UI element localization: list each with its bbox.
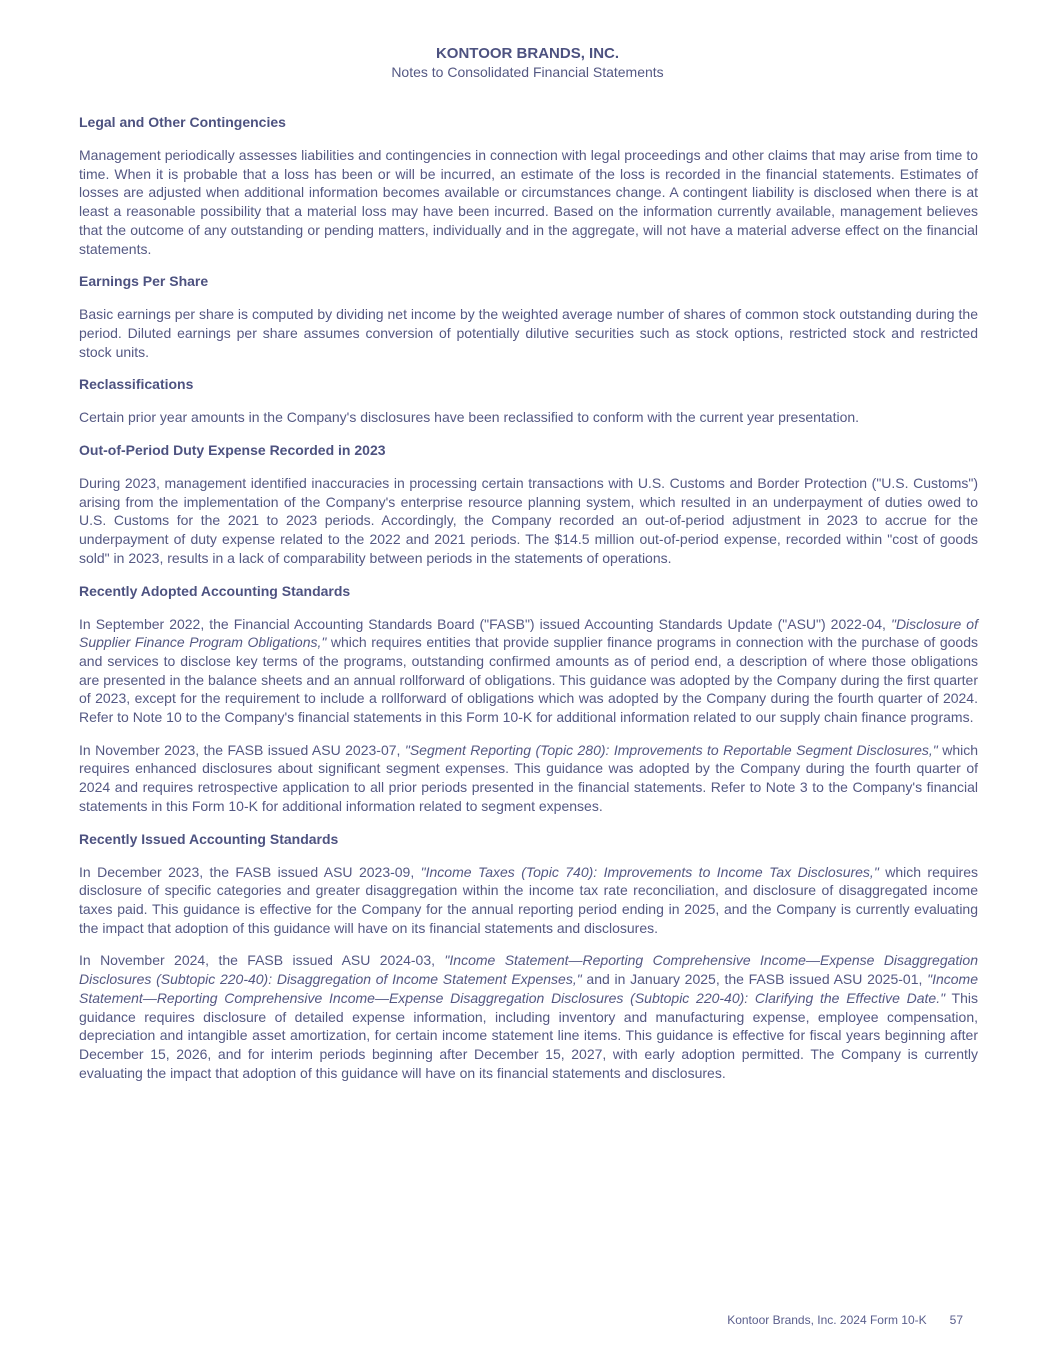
paragraph-duty-expense (79, 474, 978, 568)
text-segment: This guidance requires disclosure of detailed expense information, including inventory and manufacturing expense, employee compensation, depreciation and intangible asset amortization, for certain income statement line items. This guidance is effective for fiscal years beginning after December 15, 2026, and for interim periods beginning after December 15, 2027, with early adoption permitted. The Company is currently evaluating the impact that adoption of this guidance will have on its financial statements and disclosures. (79, 989, 978, 1081)
paragraph-asu-2022-04 (79, 615, 978, 727)
document-body (79, 113, 978, 1096)
text-segment-italic: "Disclosure of Supplier Finance Program Obligations," (79, 615, 978, 651)
paragraph-legal-contingencies (79, 146, 978, 258)
text-segment: In November 2024, the FASB issued ASU 2024-03, (79, 952, 445, 969)
section-heading-legal-contingencies: Legal and Other Contingencies (79, 114, 286, 130)
text-segment: Basic earnings per share is computed by dividing net income by the weighted average number of shares of common stock outstanding during the period. Diluted earnings per share assumes conversion of potentially dilutive securities such as stock options, restricted stock and restricted stock units. (79, 306, 978, 360)
section-heading-recently-issued-standards: Recently Issued Accounting Standards (79, 830, 339, 847)
document-subtitle: Notes to Consolidated Financial Statements (391, 64, 664, 80)
text-segment: In September 2022, the Financial Accounting Standards Board ("FASB") issued Accounting Standards Update ("ASU") 2022-04, (79, 615, 891, 632)
text-segment: During 2023, management identified inaccuracies in processing certain transactions with U.S. Customs and Border Protection ("U.S. Customs") arising from the implementation of the Company's enterprise resource planning system, which resulted in an underpayment of duties owed to U.S. Customs for the 2021 to 2023 periods. Accordingly, the Company recorded an out-of-period adjustment in 2023 to accrue for the underpayment of duty expense related to the 2022 and 2021 periods. The $14.5 million out-of-period expense, recorded within "cost of goods sold" in 2023, results in a lack of comparability between periods in the statements of operations. (79, 475, 978, 566)
page-header (0, 44, 1055, 82)
text-segment: which requires enhanced disclosures about significant segment expenses. This guidance was adopted by the Company during the fourth quarter of 2024 and requires retrospective application to all prior periods presented in the financial statements. Refer to Note 3 to the Company's financial statements in this Form 10-K for additional information related to segment expenses. (79, 741, 979, 814)
paragraph-reclassifications (79, 408, 978, 427)
text-segment: In December 2023, the FASB issued ASU 2023-09, (79, 863, 421, 880)
page-number: 57 (949, 1313, 963, 1327)
paragraph-asu-2024-03 (79, 951, 978, 1082)
text-segment: which requires entities that provide supplier finance programs in connection with the purchase of goods and services to disclose key terms of the programs, outstanding confirmed amounts as of period end, a description of where those obligations are presented in the balance sheets and an annual rollforward of obligations. This guidance was adopted by the Company during the first quarter of 2023, except for the requirement to include a rollforward of obligations which was adopted by the Company during the fourth quarter of 2024. Refer to Note 10 to the Company's financial statements in this Form 10-K for additional information related to our supply chain finance programs. (79, 634, 978, 726)
section-heading-reclassifications: Reclassifications (79, 376, 194, 393)
text-segment-italic: "Income Statement—Reporting Comprehensive Income—Expense Disaggregation Disclosures (Subtopic 220-40): Disaggregation of Income Statement Expenses," (79, 952, 978, 988)
section-heading-duty-expense: Out-of-Period Duty Expense Recorded in 2023 (79, 442, 386, 459)
text-segment: and in January 2025, the FASB issued ASU 2025-01, (581, 971, 928, 988)
text-segment: which requires disclosure of specific categories and greater disaggregation within the income tax rate reconciliation, and disclosure of disaggregated income taxes paid. This guidance is effective for the Company for the annual reporting period ending in 2025, and the Company is currently evaluating the impact that adoption of this guidance will have on its financial statements and disclosures. (79, 863, 979, 936)
paragraph-asu-2023-09 (79, 863, 978, 938)
text-segment: In November 2023, the FASB issued ASU 2023-07, (79, 741, 405, 758)
company-title: KONTOOR BRANDS, INC. (435, 45, 620, 62)
paragraph-asu-2023-07 (79, 741, 978, 816)
paragraph-earnings-per-share (79, 305, 978, 361)
footer-document-label: Kontoor Brands, Inc. 2024 Form 10-K (727, 1313, 927, 1327)
section-heading-recently-adopted-standards: Recently Adopted Accounting Standards (79, 582, 351, 599)
text-segment-italic: "Income Statement—Reporting Comprehensive Income—Expense Disaggregation Disclosures (Subtopic 220-40): Clarifying the Effective Date." (79, 971, 979, 1006)
text-segment: Certain prior year amounts in the Company's disclosures have been reclassified to conform with the current year presentation. (79, 409, 860, 426)
text-segment-italic: "Income Taxes (Topic 740): Improvements to Income Tax Disclosures," (420, 863, 879, 880)
section-heading-earnings-per-share: Earnings Per Share (79, 273, 209, 290)
text-segment-italic: "Segment Reporting (Topic 280): Improvements to Reportable Segment Disclosures," (404, 741, 938, 758)
page-footer (727, 1313, 963, 1328)
text-segment: Management periodically assesses liabilities and contingencies in connection with legal proceedings and other claims that may arise from time to time. When it is probable that a loss has been or will be incurred, an estimate of the loss is recorded in the financial statements. Estimates of losses are adjusted when additional information becomes available or circumstances change. A contingent liability is disclosed when there is at least a reasonable possibility that a material loss may have been incurred. Based on the information currently available, management believes that the outcome of any outstanding or pending matters, individually and in the aggregate, will not have a material adverse effect on the financial statements. (79, 147, 978, 257)
